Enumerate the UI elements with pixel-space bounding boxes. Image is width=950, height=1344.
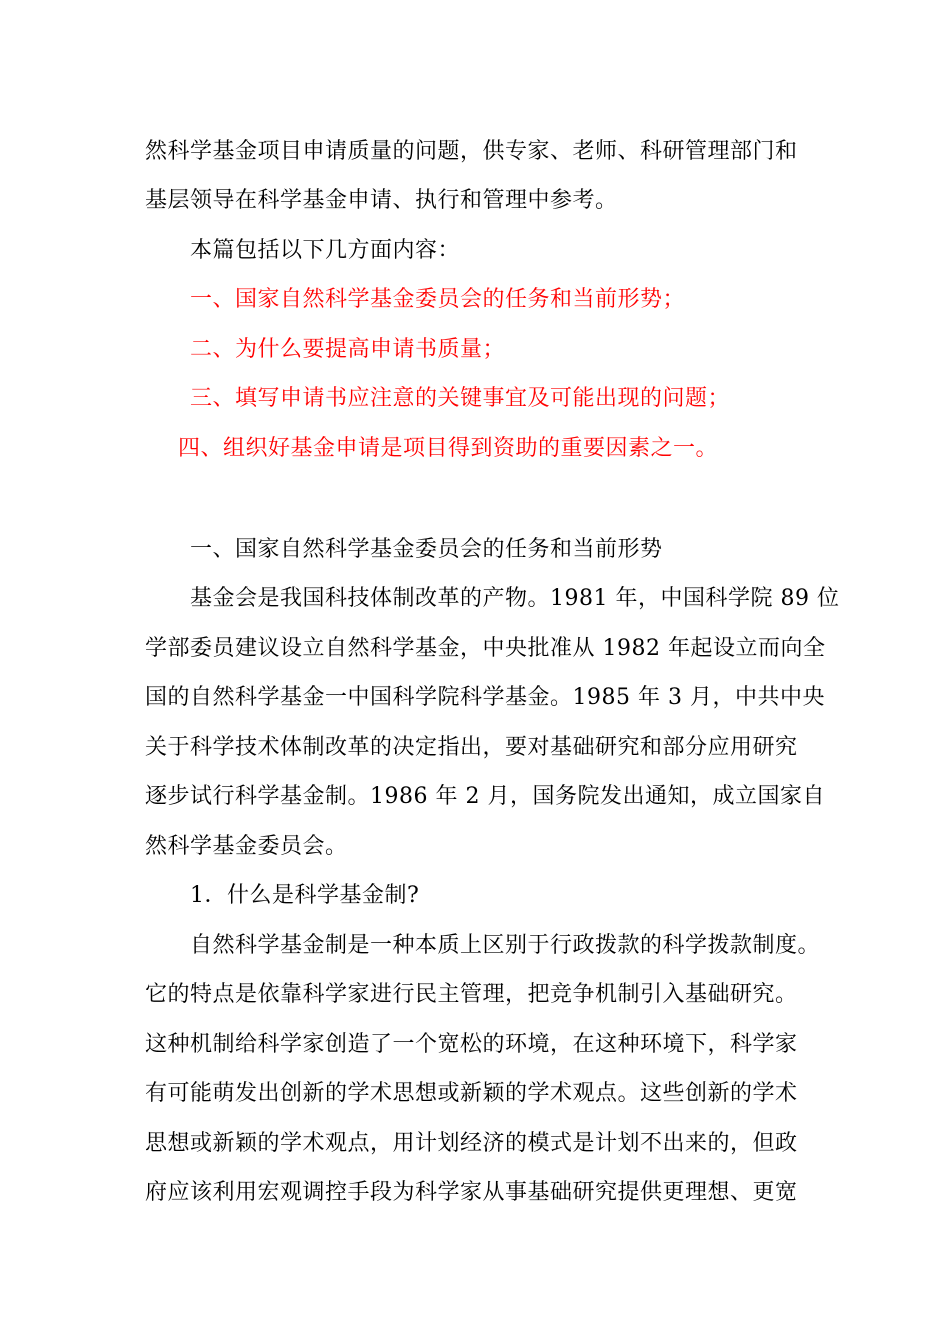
text-line-18: 这种机制给科学家创造了一个宽松的环境，在这种环境下，科学家 [145,1032,798,1057]
outline-item-4: 四、组织好基金申请是项目得到资助的重要因素之一。 [178,436,719,461]
section-heading: 一、国家自然科学基金委员会的任务和当前形势 [190,537,663,562]
text-line-17: 它的特点是依靠科学家进行民主管理，把竞争机制引入基础研究。 [145,982,798,1007]
text-line-10: 学部委员建议设立自然科学基金，中央批准从 1982 年起设立而向全 [145,636,826,661]
text-line-3: 本篇包括以下几方面内容： [190,238,461,263]
text-line-2: 基层领导在科学基金申请、执行和管理中参考。 [145,188,618,213]
outline-item-2: 二、为什么要提高申请书质量； [190,337,506,362]
text-line-20: 思想或新颖的学术观点，用计划经济的模式是计划不出来的，但政 [145,1131,798,1156]
text-line-13: 逐步试行科学基金制。1986 年 2 月，国务院发出通知，成立国家自 [145,784,825,809]
text-line-14: 然科学基金委员会。 [145,834,348,859]
outline-item-1: 一、国家自然科学基金委员会的任务和当前形势； [190,287,686,312]
text-line-12: 关于科学技术体制改革的决定指出，要对基础研究和部分应用研究 [145,735,798,760]
text-line-19: 有可能萌发出创新的学术思想或新颖的学术观点。这些创新的学术 [145,1081,798,1106]
text-line-16: 自然科学基金制是一种本质上区别于行政拨款的科学拨款制度。 [190,933,821,958]
outline-item-3: 三、填写申请书应注意的关键事宜及可能出现的问题； [190,386,731,411]
text-line-1: 然科学基金项目申请质量的问题，供专家、老师、科研管理部门和 [145,139,798,164]
text-line-9: 基金会是我国科技体制改革的产物。1981 年，中国科学院 89 位 [190,586,840,611]
text-line-21: 府应该利用宏观调控手段为科学家从事基础研究提供更理想、更宽 [145,1180,798,1205]
text-line-11: 国的自然科学基金一中国科学院科学基金。1985 年 3 月，中共中央 [145,685,825,710]
subsection-heading: 1．什么是科学基金制? [190,883,420,908]
